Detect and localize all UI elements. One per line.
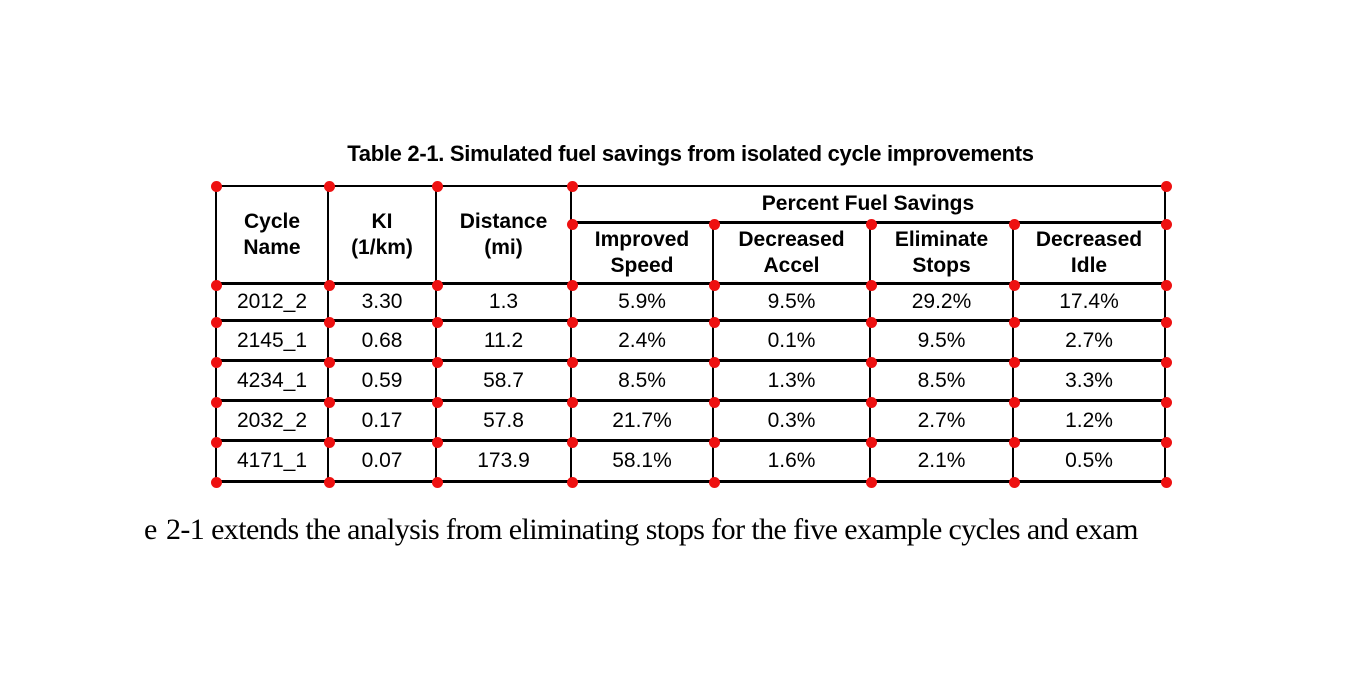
clipped-character: e [144,513,157,546]
table-cell: 0.17 [329,402,437,442]
table-cell: 8.5% [871,362,1014,402]
table-cell: 29.2% [871,285,1014,322]
table-cell: 173.9 [437,442,572,480]
table-cell: 5.9% [572,285,714,322]
header-eliminate-stops: Eliminate Stops [871,224,1014,285]
fuel-savings-table [215,185,1166,483]
header-decreased-accel: Decreased Accel [714,224,871,285]
table-cell: 57.8 [437,402,572,442]
table-cell: 4171_1 [217,442,329,480]
table-cell: 2.7% [871,402,1014,442]
table-cell: 4234_1 [217,362,329,402]
header-distance: Distance (mi) [437,187,572,285]
table-cell: 1.3 [437,285,572,322]
header-improved-speed: Improved Speed [572,224,714,285]
table-cell: 1.3% [714,362,871,402]
table-cell: 17.4% [1014,285,1164,322]
table-cell: 21.7% [572,402,714,442]
body-sentence: 2-1 extends the analysis from eliminating stops for the five example cycles and exam [166,513,1138,546]
table-cell: 0.59 [329,362,437,402]
table-cell: 9.5% [871,322,1014,362]
table-cell: 58.7 [437,362,572,402]
header-decreased-idle: Decreased Idle [1014,224,1164,285]
table-cell: 0.1% [714,322,871,362]
table-cell: 8.5% [572,362,714,402]
table-cell: 2.1% [871,442,1014,480]
table-cell: 3.30 [329,285,437,322]
table-cell: 3.3% [1014,362,1164,402]
table-cell: 2032_2 [217,402,329,442]
table-cell: 0.07 [329,442,437,480]
header-ki: KI (1/km) [329,187,437,285]
table-cell: 2012_2 [217,285,329,322]
header-group-percent-fuel-savings: Percent Fuel Savings [572,187,1164,224]
table-cell: 1.6% [714,442,871,480]
table-cell: 0.5% [1065,449,1113,473]
table-cell: 2.4% [572,322,714,362]
table-cell: 0.3% [714,402,871,442]
table-cell: 9.5% [714,285,871,322]
body-text-line [144,513,1138,547]
table-cell: 2145_1 [217,322,329,362]
table-cell: 11.2 [437,322,572,362]
table-cell: 2.7% [1014,322,1164,362]
table-caption: Table 2-1. Simulated fuel savings from isolated cycle improvements [347,141,1034,166]
header-cycle-name: Cycle Name [217,187,329,285]
table-cell: 0.68 [329,322,437,362]
table-cell: 58.1% [572,442,714,480]
table-cell: 1.2% [1014,402,1164,442]
